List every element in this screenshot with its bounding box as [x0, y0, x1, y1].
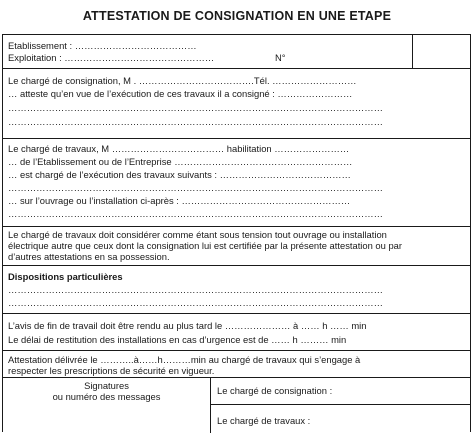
consignation-signature-field[interactable]: Le chargé de consignation :: [217, 385, 333, 396]
travaux-name-field[interactable]: Le chargé de travaux, M ……………………………… habilitation ……………………: [8, 143, 350, 154]
dotted-line[interactable]: …………………………………………………………………………………………………………: [8, 208, 383, 219]
ouvrage-field[interactable]: … sur l’ouvrage ou l’installation ci-après : ………………………………………………: [8, 195, 351, 206]
delivery-date-field[interactable]: Attestation délivrée le ………..à……h………min au chargé de travaux qui s’engage à: [8, 354, 361, 365]
signatures-label: Signatures: [84, 380, 129, 391]
signatures-divider: [210, 378, 211, 433]
dispositions-heading: Dispositions particulières: [8, 271, 123, 282]
entreprise-field[interactable]: … de l’Etablissement ou de l’Entreprise …………………………………………………: [8, 156, 353, 167]
travaux-signature-field[interactable]: Le chargé de travaux :: [217, 415, 311, 426]
warning-text-line: Le chargé de travaux doit considérer comme étant sous tension tout ouvrage ou installation: [8, 229, 387, 240]
travaux-description-field[interactable]: … est chargé de l’exécution des travaux suivants : ……………………………………: [8, 169, 351, 180]
messages-label: ou numéro des messages: [52, 391, 161, 402]
etablissement-field[interactable]: Etablissement : …………………………………: [8, 40, 197, 51]
dotted-line[interactable]: …………………………………………………………………………………………………………: [8, 297, 383, 308]
attestation-form: [2, 34, 471, 432]
header-divider: [412, 35, 413, 68]
number-label: N°: [275, 52, 286, 63]
header-section: [3, 35, 470, 68]
signature-row-divider: [210, 404, 470, 405]
signatures-section: [3, 377, 470, 433]
consignation-name-field[interactable]: Le chargé de consignation, M . ……………………………….Tél. ………………………: [8, 75, 357, 86]
dotted-line[interactable]: …………………………………………………………………………………………………………: [8, 182, 383, 193]
dotted-line[interactable]: …………………………………………………………………………………………………………: [8, 116, 383, 127]
warning-text-line: d’autres attestations en sa possession.: [8, 251, 170, 262]
form-title: ATTESTATION DE CONSIGNATION EN UNE ETAPE: [82, 9, 392, 23]
dotted-line[interactable]: …………………………………………………………………………………………………………: [8, 102, 383, 113]
dispositions-section: [3, 265, 470, 313]
warning-text-line: électrique autre que ceux dont la consignation lui est certifiée par la présente attestation ou par: [8, 240, 402, 251]
delivery-text: respecter les prescriptions de sécurité en vigueur.: [8, 365, 215, 376]
warning-section: [3, 226, 470, 265]
delai-restitution-field[interactable]: Le délai de restitution des installations en cas d’urgence est de …… h ……… min: [8, 334, 347, 345]
dotted-line[interactable]: …………………………………………………………………………………………………………: [8, 284, 383, 295]
travaux-section: [3, 138, 470, 226]
fin-travail-field[interactable]: L’avis de fin de travail doit être rendu au plus tard le ………………… à …… h …… min: [8, 320, 367, 331]
consignation-statement[interactable]: … atteste qu’en vue de l’exécution de ces travaux il a consigné : ……………………: [8, 88, 353, 99]
exploitation-field[interactable]: Exploitation : …………………………………………: [8, 52, 215, 63]
delivery-section: [3, 350, 470, 377]
deadlines-section: [3, 313, 470, 350]
